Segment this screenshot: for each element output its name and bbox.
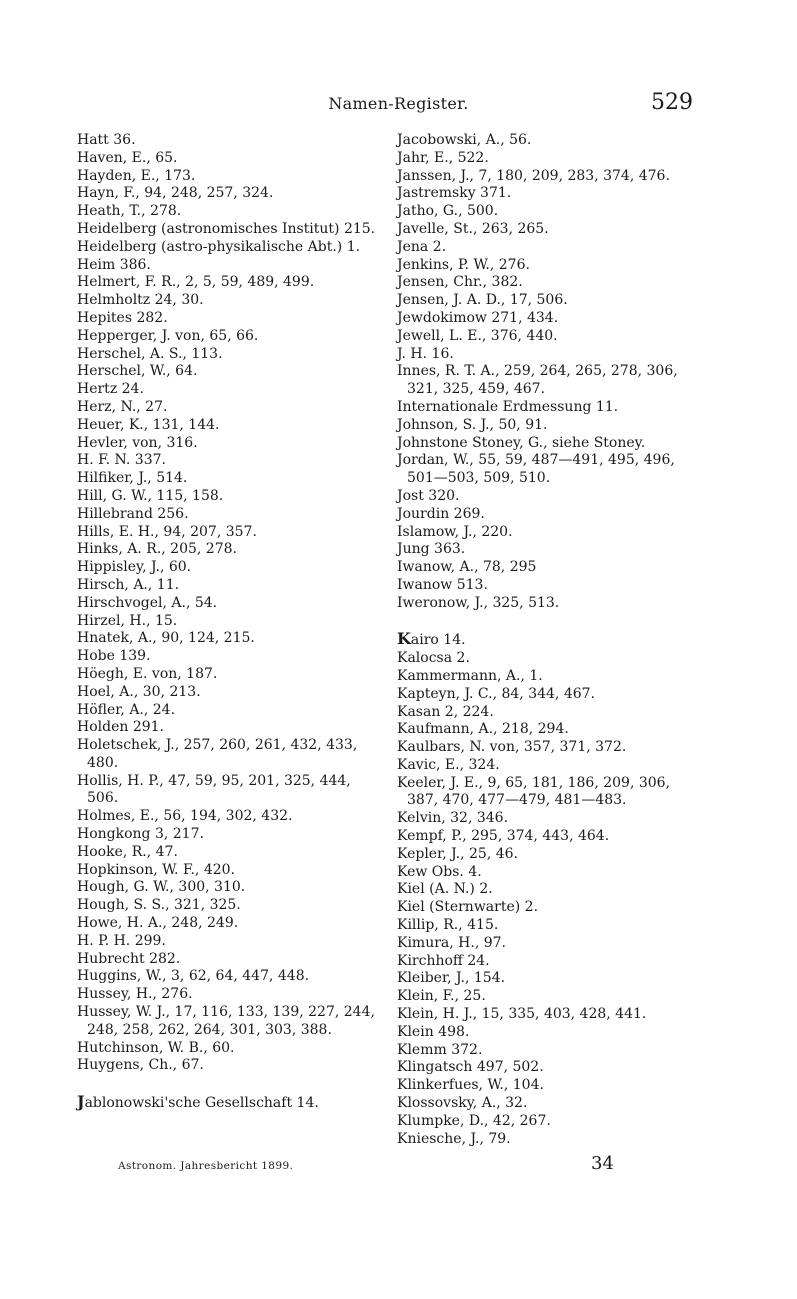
index-entry-text: Jewell, L. E., 376, 440.: [397, 327, 558, 344]
index-entry-text: Hongkong 3, 217.: [77, 826, 204, 843]
index-entry-text: Haven, E., 65.: [77, 149, 178, 166]
index-entry: [77, 239, 377, 257]
index-entry: [397, 1024, 697, 1042]
index-entry: [77, 968, 377, 986]
index-entry-text: Huygens, Ch., 67.: [77, 1057, 204, 1074]
index-entry-text: Kempf, P., 295, 374, 443, 464.: [397, 828, 610, 845]
index-entry-text: Jena 2.: [397, 238, 447, 255]
index-entry: [77, 613, 377, 631]
sheet-signature: 34: [591, 1153, 614, 1174]
index-entry: [77, 630, 377, 648]
index-entry: [77, 684, 377, 702]
index-entry: [397, 399, 697, 417]
index-entry-text: Hussey, H., 276.: [77, 986, 193, 1003]
index-entry-text: Holetschek, J., 257, 260, 261, 432, 433, 480.: [77, 737, 358, 771]
index-entry-text: Hinks, A. R., 205, 278.: [77, 541, 237, 558]
index-entry-text: Helmert, F. R., 2, 5, 59, 489, 499.: [77, 274, 315, 291]
index-entry: [397, 1095, 697, 1113]
index-entry: [397, 1006, 697, 1024]
index-entry: [397, 953, 697, 971]
index-entry: [77, 363, 377, 381]
index-entry-text: Kalocsa 2.: [397, 650, 470, 667]
index-entry-text: Hirschvogel, A., 54.: [77, 594, 218, 611]
index-entry: [397, 881, 697, 899]
index-entry-text: Jensen, J. A. D., 17, 506.: [397, 292, 568, 309]
index-entry-text: H. F. N. 337.: [77, 452, 166, 469]
index-entry: [77, 524, 377, 542]
index-entry: [397, 810, 697, 828]
index-entry: [397, 1042, 697, 1060]
index-entry-text: Hills, E. H., 94, 207, 357.: [77, 523, 257, 540]
index-entry-text: Janssen, J., 7, 180, 209, 283, 374, 476.: [397, 167, 670, 184]
index-entry-text: Hilfiker, J., 514.: [77, 470, 188, 487]
index-entry: [397, 488, 697, 506]
index-entry: [77, 541, 377, 559]
index-entry-text: Hepperger, J. von, 65, 66.: [77, 327, 259, 344]
index-entry: [397, 239, 697, 257]
footer-source: Astronom. Jahresbericht 1899.: [118, 1160, 294, 1172]
index-entry-text: Hollis, H. P., 47, 59, 95, 201, 325, 444, 506.: [77, 772, 351, 807]
index-entry-text: Hill, G. W., 115, 158.: [77, 487, 224, 504]
index-entry: [77, 346, 377, 364]
index-entry: [77, 844, 377, 862]
index-entry: [77, 595, 377, 613]
index-entry: [397, 363, 697, 399]
index-entry-text: Jahr, E., 522.: [397, 149, 489, 166]
index-entry-text: Javelle, St., 263, 265.: [397, 220, 549, 237]
index-entry: [397, 274, 697, 292]
index-entry: [397, 917, 697, 935]
index-entry-text: Heuer, K., 131, 144.: [77, 416, 220, 433]
section-gap: [397, 613, 697, 631]
index-entry-text: Heidelberg (astronomisches Institut) 215.: [77, 220, 376, 237]
index-entry: [397, 1059, 697, 1077]
index-entry: [397, 1131, 697, 1149]
index-entry-text: Holmes, E., 56, 194, 302, 432.: [77, 808, 293, 825]
index-entry-text: Innes, R. T. A., 259, 264, 265, 278, 306, 321, 325, 459, 467.: [397, 363, 678, 398]
page-number: 529: [651, 90, 693, 115]
index-entry: [77, 399, 377, 417]
index-entry-text: Hubrecht 282.: [77, 950, 181, 967]
index-entry: [77, 915, 377, 933]
index-entry: [397, 595, 697, 613]
index-entry-text: Keeler, J. E., 9, 65, 181, 186, 209, 306, 387, 470, 477—479, 481—483.: [397, 774, 671, 809]
index-entry: [77, 702, 377, 720]
index-entry-text: Huggins, W., 3, 62, 64, 447, 448.: [77, 968, 310, 985]
index-entry-text: Kleiber, J., 154.: [397, 970, 506, 987]
index-entry-text: Hooke, R., 47.: [77, 843, 178, 860]
index-entry-text: Kimura, H., 97.: [397, 934, 506, 951]
index-entry: [77, 1093, 377, 1113]
index-entry-text: Jastremsky 371.: [397, 185, 512, 202]
index-entry-text: Heim 386.: [77, 256, 151, 273]
index-entry: [77, 808, 377, 826]
index-entry-text: Hirsch, A., 11.: [77, 576, 180, 593]
index-entry: [77, 328, 377, 346]
index-entry-text: Hepites 282.: [77, 309, 168, 326]
index-entry: [397, 221, 697, 239]
index-entry-text: Hevler, von, 316.: [77, 434, 198, 451]
index-column-left: [77, 132, 377, 1113]
index-entry: [77, 1040, 377, 1058]
index-entry: [397, 257, 697, 275]
index-entry: [77, 381, 377, 399]
index-entry: [397, 668, 697, 686]
index-entry-text: Islamow, J., 220.: [397, 523, 513, 540]
index-entry: [397, 310, 697, 328]
index-entry-text: Jewdokimow 271, 434.: [397, 309, 559, 326]
index-entry: [397, 150, 697, 168]
index-entry-text: Kniesche, J., 79.: [397, 1130, 511, 1147]
index-entry-text: Klein, F., 25.: [397, 988, 486, 1005]
index-entry-text: Klein 498.: [397, 1023, 470, 1040]
index-entry: [397, 417, 697, 435]
index-entry-text: Hobe 139.: [77, 648, 151, 665]
index-entry-text: Kaulbars, N. von, 357, 371, 372.: [397, 739, 627, 756]
index-entry: [77, 274, 377, 292]
index-entry: [397, 970, 697, 988]
index-entry-text: Hippisley, J., 60.: [77, 559, 192, 576]
index-entry-text: Herz, N., 27.: [77, 398, 168, 415]
index-entry-text: Jourdin 269.: [397, 505, 485, 522]
index-entry-text: Killip, R., 415.: [397, 917, 499, 934]
index-entry: [77, 1057, 377, 1075]
index-entry-text: Kirchhoff 24.: [397, 952, 490, 969]
index-entry-text: Klinkerfues, W., 104.: [397, 1077, 544, 1094]
index-entry-text: Hatt 36.: [77, 132, 136, 148]
index-entry: [397, 704, 697, 722]
running-title: Namen-Register.: [328, 94, 469, 113]
index-entry: [397, 168, 697, 186]
index-entry: [397, 203, 697, 221]
index-entry: [77, 417, 377, 435]
index-entry: [397, 185, 697, 203]
index-entry-text: Hopkinson, W. F., 420.: [77, 861, 236, 878]
index-entry: [77, 577, 377, 595]
index-entry-text: Jung 363.: [397, 541, 466, 558]
index-entry-text: airo 14.: [410, 632, 466, 649]
index-entry: [77, 168, 377, 186]
index-entry-text: Hussey, W. J., 17, 116, 133, 139, 227, 244, 248, 258, 262, 264, 301, 303, 388.: [77, 1004, 375, 1038]
index-entry: [397, 541, 697, 559]
index-entry: [77, 951, 377, 969]
index-entry-text: Kew Obs. 4.: [397, 863, 482, 880]
index-entry: [397, 846, 697, 864]
index-entry-text: Herschel, W., 64.: [77, 363, 198, 380]
index-entry-text: Jensen, Chr., 382.: [397, 274, 523, 291]
index-entry-text: Jenkins, P. W., 276.: [397, 256, 530, 273]
index-entry-text: Klumpke, D., 42, 267.: [397, 1112, 551, 1129]
index-entry-text: Hnatek, A., 90, 124, 215.: [77, 630, 255, 647]
index-entry: [397, 988, 697, 1006]
section-initial: K: [397, 629, 411, 649]
index-entry: [397, 577, 697, 595]
index-entry: [397, 1077, 697, 1095]
index-entry-text: Kepler, J., 25, 46.: [397, 845, 519, 862]
index-entry-text: Heidelberg (astro-physikalische Abt.) 1.: [77, 238, 361, 255]
index-entry: [77, 559, 377, 577]
index-entry-text: Klein, H. J., 15, 335, 403, 428, 441.: [397, 1006, 647, 1023]
index-entry-text: Holden 291.: [77, 719, 165, 736]
index-entry-text: Hayn, F., 94, 248, 257, 324.: [77, 185, 274, 202]
index-entry-text: Höfler, A., 24.: [77, 701, 176, 718]
index-entry-text: Jost 320.: [397, 487, 460, 504]
index-entry-text: Iwanow 513.: [397, 576, 488, 593]
index-entry-text: Hirzel, H., 15.: [77, 612, 178, 629]
index-entry-text: Kiel (A. N.) 2.: [397, 881, 493, 898]
index-entry-text: ablonowski'sche Gesellschaft 14.: [84, 1095, 319, 1112]
index-entry: [397, 686, 697, 704]
index-entry: [397, 524, 697, 542]
index-entry: [77, 719, 377, 737]
index-entry: [77, 506, 377, 524]
index-entry: [397, 435, 697, 453]
index-entry: [397, 630, 697, 650]
index-entry-text: Kapteyn, J. C., 84, 344, 467.: [397, 685, 596, 702]
index-entry-text: Iwanow, A., 78, 295: [397, 559, 537, 576]
index-entry: [77, 452, 377, 470]
index-entry: [397, 899, 697, 917]
index-entry: [77, 203, 377, 221]
index-entry-text: Klossovsky, A., 32.: [397, 1095, 528, 1112]
index-entry-text: J. H. 16.: [397, 345, 454, 362]
index-column-right: [397, 132, 697, 1148]
index-entry-text: Kavic, E., 324.: [397, 756, 500, 773]
index-entry: [77, 470, 377, 488]
index-entry: [77, 435, 377, 453]
index-entry-text: Hoel, A., 30, 213.: [77, 683, 201, 700]
index-entry: [397, 721, 697, 739]
index-entry: [77, 879, 377, 897]
index-entry: [397, 292, 697, 310]
index-entry: [397, 452, 697, 488]
index-entry: [77, 648, 377, 666]
index-entry: [77, 986, 377, 1004]
index-entry: [77, 933, 377, 951]
index-entry: [397, 506, 697, 524]
index-entry: [397, 775, 697, 811]
index-entry: [77, 897, 377, 915]
index-entry-text: Hayden, E., 173.: [77, 167, 196, 184]
index-entry: [77, 150, 377, 168]
index-entry-text: Kammermann, A., 1.: [397, 667, 543, 684]
index-entry: [77, 862, 377, 880]
index-entry-text: Internationale Erdmessung 11.: [397, 398, 619, 415]
index-entry-text: Hough, S. S., 321, 325.: [77, 897, 241, 914]
index-entry: [397, 346, 697, 364]
index-entry: [77, 185, 377, 203]
index-entry: [397, 739, 697, 757]
index-entry-text: Iweronow, J., 325, 513.: [397, 594, 560, 611]
index-entry-text: Herschel, A. S., 113.: [77, 345, 223, 362]
index-entry-text: Kiel (Sternwarte) 2.: [397, 899, 539, 916]
index-entry-text: Hutchinson, W. B., 60.: [77, 1039, 235, 1056]
index-entry: [397, 757, 697, 775]
index-entry: [77, 666, 377, 684]
index-entry: [77, 488, 377, 506]
index-entry-text: H. P. H. 299.: [77, 932, 166, 949]
index-entry-text: Jatho, G., 500.: [397, 203, 499, 220]
index-entry-text: Heath, T., 278.: [77, 203, 182, 220]
index-entry: [397, 132, 697, 150]
index-entry-text: Jacobowski, A., 56.: [397, 132, 532, 148]
index-entry-text: Kaufmann, A., 218, 294.: [397, 721, 569, 738]
index-entry: [77, 221, 377, 239]
index-entry: [77, 310, 377, 328]
index-entry-text: Kelvin, 32, 346.: [397, 810, 509, 827]
index-entry: [397, 650, 697, 668]
index-entry: [77, 773, 377, 809]
index-entry-text: Klingatsch 497, 502.: [397, 1059, 544, 1076]
index-entry: [397, 1113, 697, 1131]
index-entry-text: Howe, H. A., 248, 249.: [77, 915, 239, 932]
index-entry-text: Helmholtz 24, 30.: [77, 292, 204, 309]
index-entry-text: Johnson, S. J., 50, 91.: [397, 416, 548, 433]
section-initial: J: [77, 1092, 85, 1112]
index-entry-text: Hertz 24.: [77, 381, 144, 398]
section-gap: [77, 1075, 377, 1093]
index-entry: [77, 826, 377, 844]
index-entry-text: Kasan 2, 224.: [397, 703, 494, 720]
index-entry: [397, 864, 697, 882]
index-entry: [77, 257, 377, 275]
index-entry-text: Hough, G. W., 300, 310.: [77, 879, 246, 896]
index-entry: [397, 559, 697, 577]
index-entry: [397, 828, 697, 846]
index-entry-text: Klemm 372.: [397, 1041, 483, 1058]
index-entry: [77, 132, 377, 150]
index-entry-text: Hillebrand 256.: [77, 505, 189, 522]
index-entry-text: Höegh, E. von, 187.: [77, 665, 218, 682]
index-entry-text: Johnstone Stoney, G., siehe Stoney.: [397, 434, 646, 451]
index-entry: [77, 737, 377, 773]
index-entry: [397, 328, 697, 346]
index-entry: [77, 292, 377, 310]
index-entry: [397, 935, 697, 953]
index-entry-text: Jordan, W., 55, 59, 487—491, 495, 496, 501—503, 509, 510.: [397, 452, 675, 487]
index-entry: [77, 1004, 377, 1040]
